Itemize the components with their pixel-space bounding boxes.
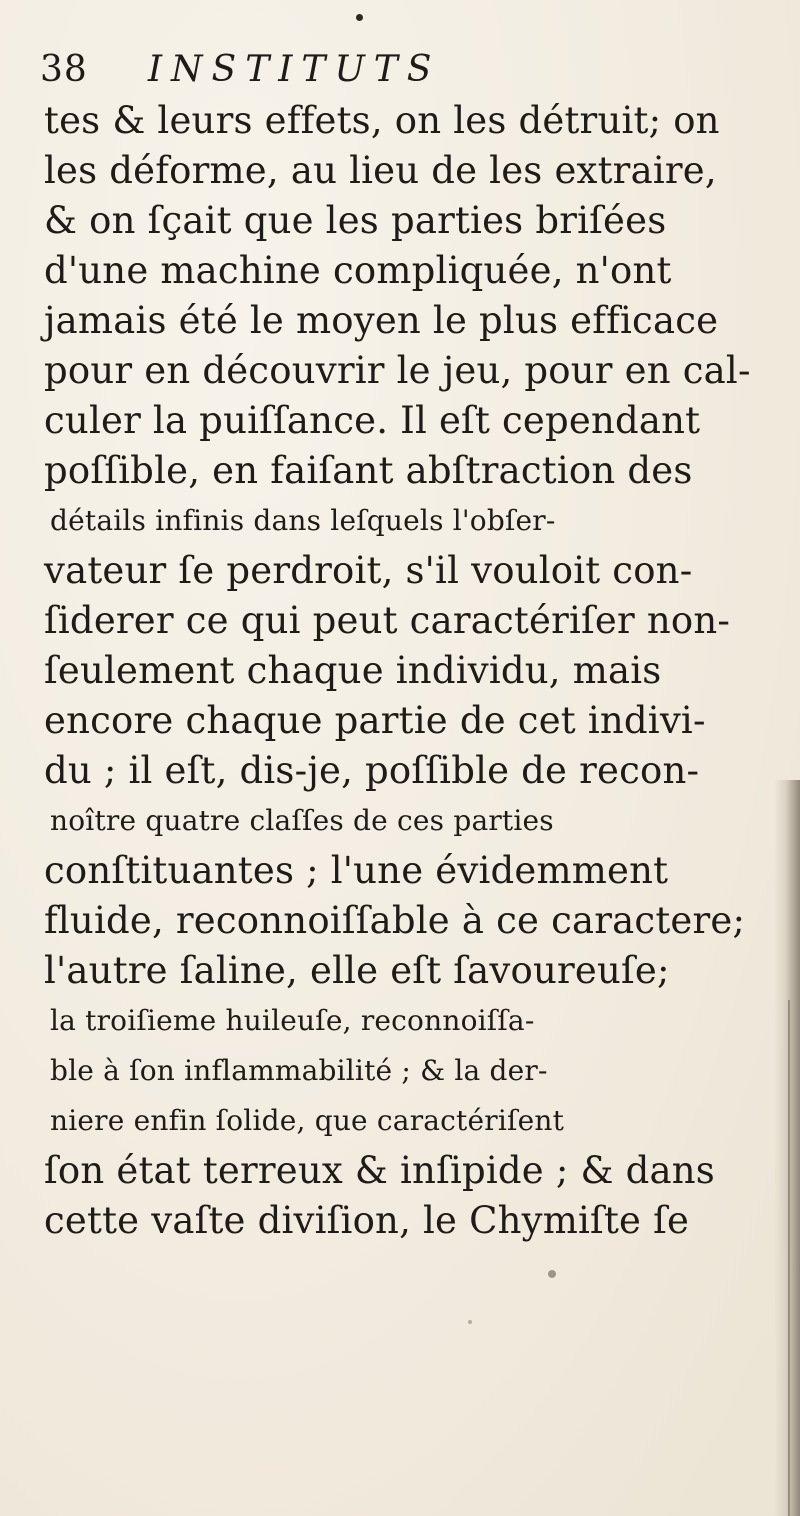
ink-speck [548, 1270, 556, 1278]
text-line: noître quatre claſſes de ces parties [50, 804, 554, 837]
text-line: du ; il eſt, dis-je, poſſible de recon- [44, 749, 700, 792]
text-line: poſſible, en faiſant abſtraction des [44, 449, 693, 492]
text-line: tes & leurs effets, on les détruit; on [44, 99, 720, 142]
text-line: vateur ſe perdroit, s'il vouloit con- [44, 549, 693, 592]
text-line: jamais été le moyen le plus efficace [44, 299, 719, 342]
text-line: détails infinis dans leſquels l'obſer- [50, 504, 556, 537]
text-line: l'autre ſaline, elle eſt ſavoureuſe; [44, 949, 670, 992]
page-header [40, 42, 440, 96]
body-text [44, 96, 784, 1246]
page-edge-line [788, 1000, 790, 1516]
text-line: ſiderer ce qui peut caractériſer non- [44, 599, 731, 642]
text-line: culer la puiſſance. Il eſt cependant [44, 399, 701, 442]
running-title: INSTITUTS [147, 48, 441, 90]
text-line: pour en découvrir le jeu, pour en cal- [44, 349, 751, 392]
ink-speck [468, 1320, 472, 1324]
text-line: ſon état terreux & inſipide ; & dans [44, 1149, 715, 1192]
text-line: conſtituantes ; l'une évidemment [44, 849, 669, 892]
text-line: cette vaſte diviſion, le Chymiſte ſe [44, 1199, 690, 1242]
ink-speck [356, 14, 363, 21]
text-line: encore chaque partie de cet indivi- [44, 699, 706, 742]
text-line: les déforme, au lieu de les extraire, [44, 149, 717, 192]
text-line: ſeulement chaque individu, mais [44, 649, 662, 692]
text-line: niere enfin ſolide, que caractériſent [50, 1104, 565, 1137]
text-line: & on ſçait que les parties briſées [44, 199, 667, 242]
text-line: la troiſieme huileuſe, reconnoiſſa- [50, 1004, 535, 1037]
text-line: fluide, reconnoiſſable à ce caractere; [44, 899, 746, 942]
text-line: ble à ſon inflammabilité ; & la der- [50, 1054, 548, 1087]
page-number: 38 [40, 48, 88, 90]
text-line: d'une machine compliquée, n'ont [44, 249, 672, 292]
